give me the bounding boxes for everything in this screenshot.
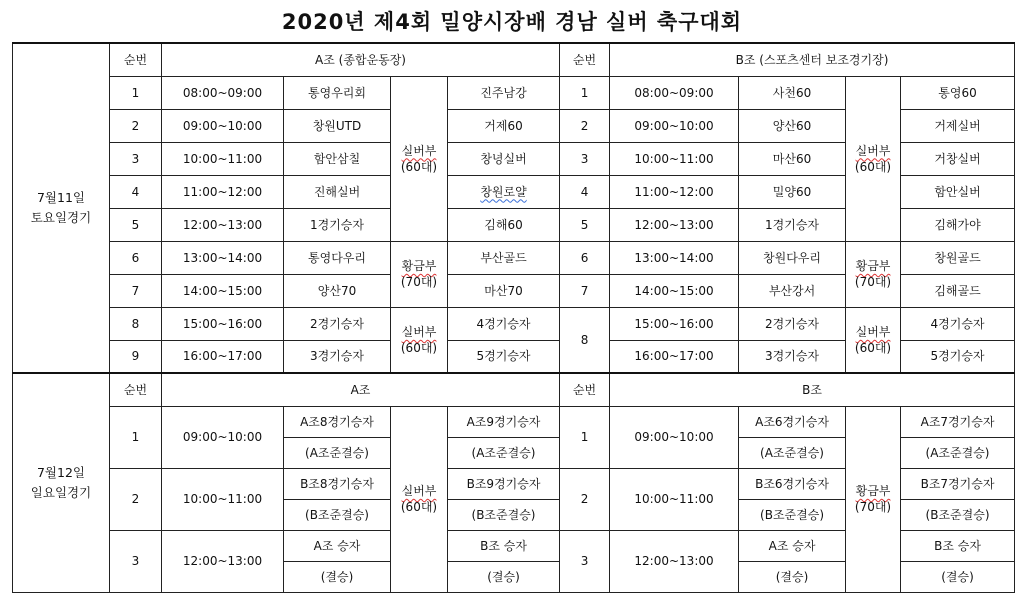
- table-row: (B조준결승) (B조준결승) (B조준결승) (B조준결승): [13, 499, 1015, 530]
- day1-date: 7월11일: [36, 190, 85, 205]
- table-row: 8 15:00~16:00 2경기승자 실버부 (60대) 4경기승자 8 15:00~16:00 2경기승자 실버부 (60대) 4경기승자: [13, 307, 1015, 340]
- day1-a-division-gold: 황금부 (70대): [391, 241, 448, 307]
- day2-label-cell: [13, 373, 110, 592]
- day2-header-row: 7월12일 일요일경기 순번 A조 순번 B조: [13, 373, 1015, 406]
- day1-weekday: 토요일경기: [30, 210, 92, 225]
- table-row: 6 13:00~14:00 통영다우리 황금부 (70대) 부산골드 6 13:00~14:00 창원다우리 황금부 (70대) 창원골드: [13, 241, 1015, 274]
- day1-b-division-silver: 실버부 (60대): [846, 76, 901, 241]
- table-row: (A조준결승) (A조준결승) (A조준결승) (A조준결승): [13, 437, 1015, 468]
- table-row: 3 10:00~11:00 함안삼칠 창녕실버 3 10:00~11:00 마산60 거창실버: [13, 142, 1015, 175]
- day2-groupB-header: B조: [610, 373, 1015, 406]
- day1-b-division-gold: 황금부 (70대): [846, 241, 901, 307]
- table-row: 1 09:00~10:00 A조8경기승자 실버부 (60대) A조9경기승자 1 09:00~10:00 A조6경기승자 황금부 (70대) A조7경기승자: [13, 406, 1015, 437]
- day1-b-division-silver-2: 실버부 (60대): [846, 307, 901, 373]
- table-row: 2 10:00~11:00 B조8경기승자 B조9경기승자 2 10:00~11:00 B조6경기승자 B조7경기승자: [13, 468, 1015, 499]
- table-row: 4 11:00~12:00 진해실버 창원로얄 4 11:00~12:00 밀양60 함안실버: [13, 175, 1015, 208]
- table-row: 3 12:00~13:00 A조 승자 B조 승자 3 12:00~13:00 A조 승자 B조 승자: [13, 530, 1015, 561]
- day1-groupB-header: B조 (스포츠센터 보조경기장): [610, 43, 1015, 76]
- day1-a-division-silver: 실버부 (60대): [391, 76, 448, 241]
- table-row: (결승) (결승) (결승) (결승): [13, 561, 1015, 592]
- table-row: 9 16:00~17:00 3경기승자 5경기승자 16:00~17:00 3경기승자 5경기승자: [13, 340, 1015, 373]
- table-row: 1 08:00~09:00 통영우리회 실버부 (60대) 진주남강 1 08:00~09:00 사천60 실버부 (60대) 통영60: [13, 76, 1015, 109]
- day2-date: 7월12일: [36, 464, 85, 480]
- schedule-table: [12, 42, 1015, 593]
- day1-order-header: 순번: [110, 43, 162, 76]
- page-title: 2020년 제4회 밀양시장배 경남 실버 축구대회: [281, 10, 743, 34]
- day1-groupA-header: A조 (종합운동장): [162, 43, 560, 76]
- day2-b-division: 황금부 (70대): [846, 406, 901, 592]
- day2-groupA-header: A조: [162, 373, 560, 406]
- day1-order-header-b: 순번: [560, 43, 610, 76]
- table-row: 2 09:00~10:00 창원UTD 거제60 2 09:00~10:00 양산60 거제실버: [13, 109, 1015, 142]
- table-row: 7 14:00~15:00 양산70 마산70 7 14:00~15:00 부산강서 김해골드: [13, 274, 1015, 307]
- day2-weekday: 일요일경기: [30, 484, 92, 500]
- day1-header-row: [13, 43, 1015, 76]
- day1-label-cell: [13, 43, 110, 373]
- table-row: 5 12:00~13:00 1경기승자 김해60 5 12:00~13:00 1경기승자 김해가야: [13, 208, 1015, 241]
- day1-a-division-silver-2: 실버부 (60대): [391, 307, 448, 373]
- day2-a-division: 실버부 (60대): [391, 406, 448, 592]
